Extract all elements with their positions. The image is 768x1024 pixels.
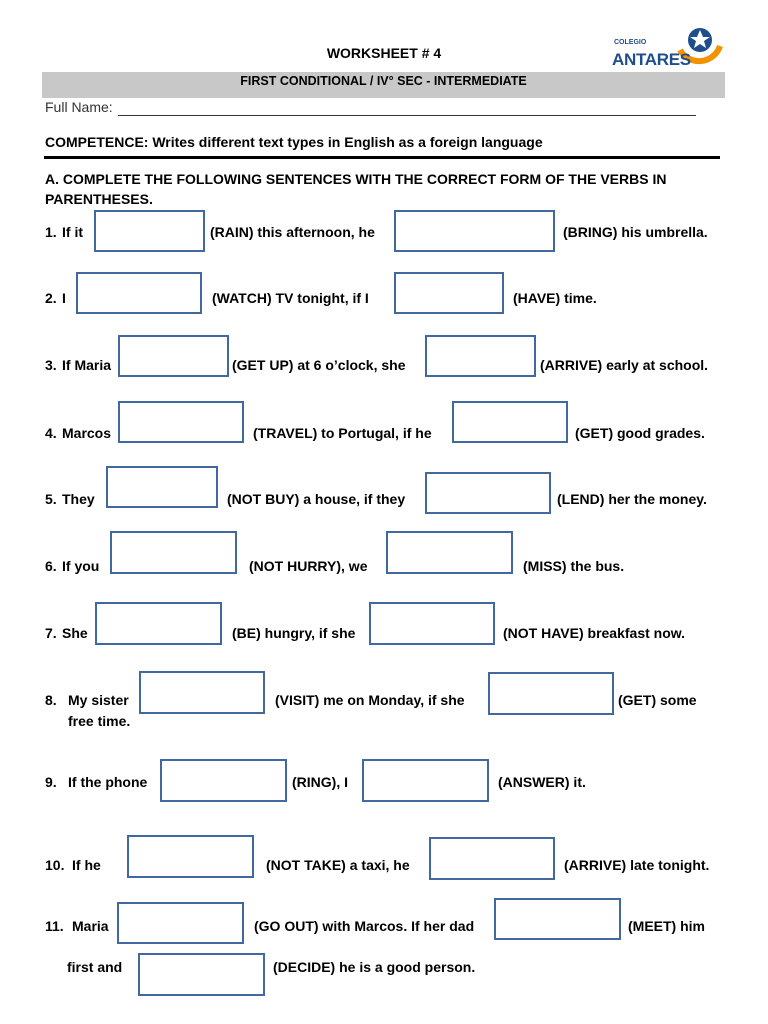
sentence-text: If he	[72, 857, 101, 873]
divider	[44, 156, 720, 159]
sentence-number: 6.	[45, 558, 57, 574]
sentence-text: Maria	[72, 918, 109, 934]
sentence-text: (GO OUT) with Marcos. If her dad	[254, 918, 475, 934]
sentence-number: 1.	[45, 224, 57, 240]
sentence-text: (ANSWER) it.	[498, 774, 586, 790]
sentence-text: (DECIDE) he is a good person.	[273, 959, 476, 975]
sentence-number: 5.	[45, 491, 57, 507]
sentence-text: They	[62, 491, 95, 507]
answer-box-2a[interactable]	[76, 272, 202, 314]
sentence-number: 9.	[45, 774, 57, 790]
answer-box-9a[interactable]	[160, 759, 287, 802]
answer-box-4b[interactable]	[452, 401, 568, 443]
sentence-text: I	[62, 290, 66, 306]
full-name-line[interactable]	[118, 115, 696, 116]
sentence-text: (ARRIVE) early at school.	[540, 357, 709, 373]
logo-college-text: COLEGIO	[614, 39, 647, 46]
sentence-text: My sister	[68, 692, 129, 708]
sentence-text: If the phone	[68, 774, 148, 790]
answer-box-1b[interactable]	[394, 210, 555, 252]
sentence-text: (WATCH) TV tonight, if I	[212, 290, 369, 306]
logo-name-text: ANTARES	[612, 50, 691, 69]
sentence-text: first and	[67, 959, 123, 975]
sentence-text: (NOT HAVE) breakfast now.	[503, 625, 686, 641]
worksheet-title: WORKSHEET # 4	[326, 45, 442, 61]
answer-box-3b[interactable]	[425, 335, 536, 377]
sentence-text: (LEND) her the money.	[557, 491, 707, 507]
sentence-text: (GET) some	[618, 692, 697, 708]
answer-box-7b[interactable]	[369, 602, 495, 645]
sentence-number: 10.	[45, 857, 65, 873]
sentence-text: If you	[62, 558, 100, 574]
answer-box-11c[interactable]	[138, 953, 265, 996]
answer-box-5b[interactable]	[425, 472, 551, 514]
sentence-text: (GET UP) at 6 o’clock, she	[232, 357, 406, 373]
sentence-continuation: free time.	[68, 713, 131, 729]
sentence-text: (BRING) his umbrella.	[563, 224, 708, 240]
full-name-label: Full Name:	[45, 99, 113, 115]
sentence-text: (NOT HURRY), we	[249, 558, 368, 574]
sentence-text: (NOT TAKE) a taxi, he	[266, 857, 410, 873]
answer-box-1a[interactable]	[94, 210, 205, 252]
answer-box-4a[interactable]	[118, 401, 244, 443]
sentence-number: 8.	[45, 692, 57, 708]
answer-box-6a[interactable]	[110, 531, 237, 574]
sentence-text: (TRAVEL) to Portugal, if he	[253, 425, 432, 441]
sentence-text: (RING), I	[292, 774, 348, 790]
sentence-text: (RAIN) this afternoon, he	[210, 224, 375, 240]
sentence-text: (ARRIVE) late tonight.	[564, 857, 710, 873]
sentence-text: If it	[62, 224, 83, 240]
sentence-number: 4.	[45, 425, 57, 441]
sentence-text: (MEET) him	[628, 918, 705, 934]
sentence-text: (GET) good grades.	[575, 425, 705, 441]
sentence-text: (VISIT) me on Monday, if she	[275, 692, 465, 708]
answer-box-11a[interactable]	[117, 902, 244, 944]
answer-box-6b[interactable]	[386, 531, 513, 574]
answer-box-5a[interactable]	[106, 466, 218, 508]
answer-box-8b[interactable]	[488, 672, 614, 715]
answer-box-2b[interactable]	[394, 272, 504, 314]
sentence-number: 2.	[45, 290, 57, 306]
answer-box-8a[interactable]	[139, 671, 265, 714]
sentence-text: (NOT BUY) a house, if they	[227, 491, 406, 507]
answer-box-9b[interactable]	[362, 759, 489, 802]
sentence-number: 7.	[45, 625, 57, 641]
worksheet-subtitle: FIRST CONDITIONAL / IV° SEC - INTERMEDIATE	[240, 74, 527, 88]
competence-statement: COMPETENCE: Writes different text types in English as a foreign language	[45, 134, 543, 150]
sentence-number: 3.	[45, 357, 57, 373]
answer-box-10b[interactable]	[429, 837, 555, 880]
exercise-instruction: A. COMPLETE THE FOLLOWING SENTENCES WITH THE CORRECT FORM OF THE VERBS IN PARENTHESES.	[45, 171, 667, 207]
sentence-text: (MISS) the bus.	[523, 558, 625, 574]
answer-box-7a[interactable]	[95, 602, 222, 645]
sentence-text: If Maria	[62, 357, 112, 373]
school-logo	[612, 26, 724, 76]
answer-box-11b[interactable]	[494, 898, 621, 940]
sentence-text: (BE) hungry, if she	[232, 625, 356, 641]
sentence-text: She	[62, 625, 88, 641]
answer-box-10a[interactable]	[127, 835, 254, 878]
answer-box-3a[interactable]	[118, 335, 229, 377]
sentence-text: Marcos	[62, 425, 112, 441]
sentence-text: (HAVE) time.	[513, 290, 597, 306]
sentence-number: 11.	[45, 918, 64, 934]
